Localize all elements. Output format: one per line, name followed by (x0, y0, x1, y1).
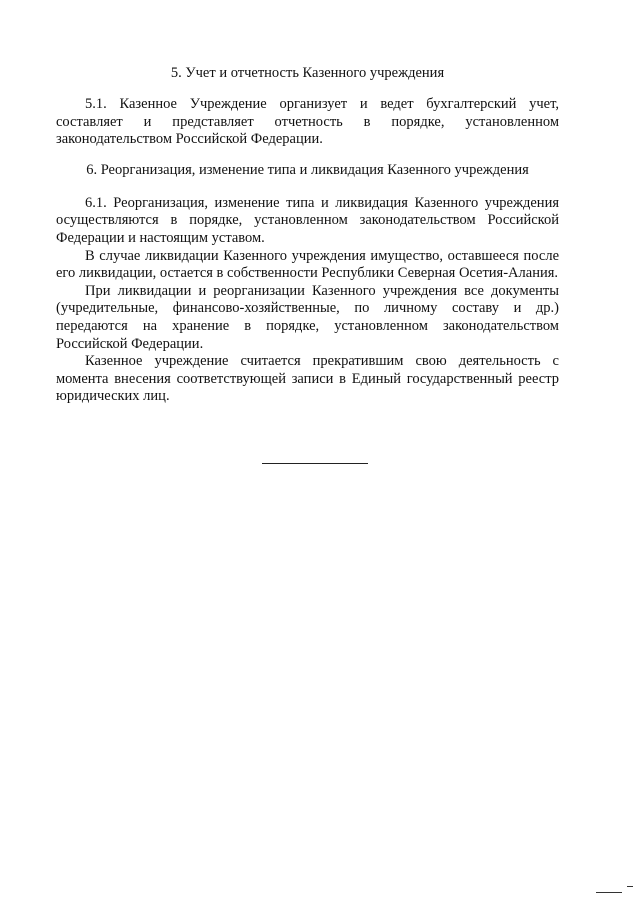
scan-dash (596, 892, 622, 893)
scan-dash (627, 886, 633, 887)
document-body (56, 64, 559, 406)
paragraph-liquidation-property: В случае ликвидации Казенного учреждения имущество, оставшееся после его ликвидации, остается в собственности Республики Северная Осетия-Алания. (56, 247, 559, 282)
section-6-title: 6. Реорганизация, изменение типа и ликвидация Казенного учреждения (86, 161, 529, 178)
paragraph-6-1: 6.1. Реорганизация, изменение типа и ликвидация Казенного учреждения осуществляются в порядке, установленном законодательством Российской Федерации и настоящим уставом. (56, 194, 559, 246)
paragraph-5-1: 5.1. Казенное Учреждение организует и ведет бухгалтерский учет, составляет и представляет отчетность в порядке, установленном законодательством Российской Федерации. (56, 96, 559, 148)
end-divider-line (262, 463, 368, 464)
paragraph-termination: Казенное учреждение считается прекратившим свою деятельность с момента внесения соответствующей записи в Единый государственный реестр юридических лиц. (56, 353, 559, 405)
section-5-title: 5. Учет и отчетность Казенного учреждения (170, 65, 445, 81)
scan-corner-mark (596, 884, 636, 898)
paragraph-documents-storage: При ликвидации и реорганизации Казенного учреждения все документы (учредительные, финансово-хозяйственные, по личному составу и др.) передаются на хранение в порядке, установленном законодательством Российской Федерации. (56, 282, 559, 352)
